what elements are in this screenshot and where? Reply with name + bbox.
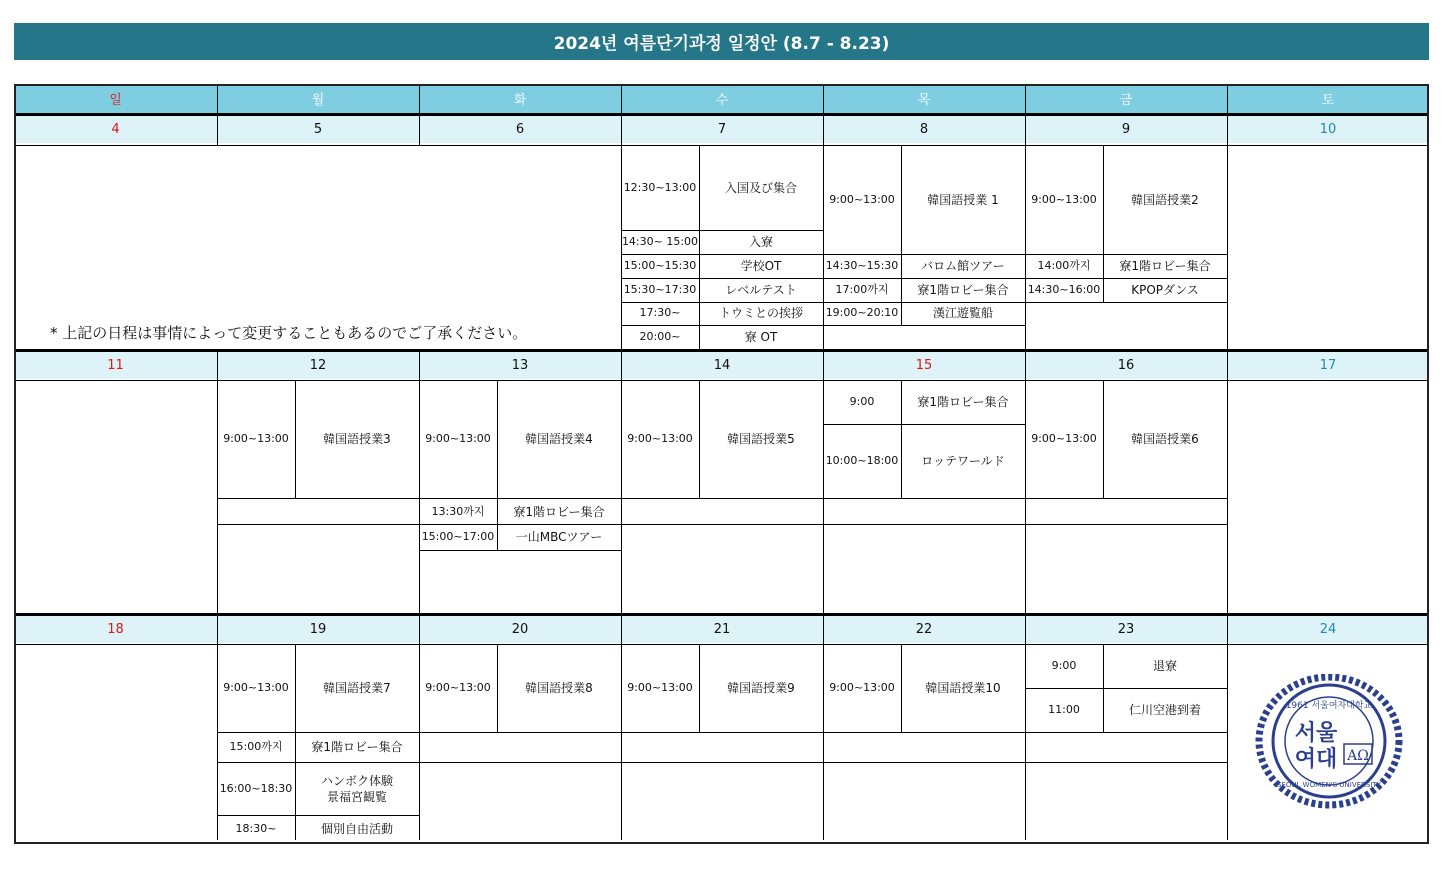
date-cell: 15 — [823, 351, 1025, 379]
event-time: 9:00~13:00 — [425, 681, 491, 695]
event-time: 9:00~13:00 — [223, 432, 289, 446]
event-time: 19:00~20:10 — [825, 306, 899, 320]
page-title: 2024년 여름단기과정 일정안 (8.7 - 8.23) — [14, 23, 1429, 60]
event-time: 14:00까지 — [1037, 259, 1091, 273]
seal-ring-text-en: SEOUL WOMEN'S UNIVERSITY — [1277, 781, 1381, 789]
calendar-border — [14, 84, 1429, 844]
event-time: 15:00~15:30 — [623, 259, 697, 273]
seal-symbol: ΑΩ — [1347, 748, 1369, 764]
event-name: 仁川空港到着 — [1128, 703, 1201, 718]
event-time: 11:00 — [1048, 703, 1080, 717]
weekday-wed: 수 — [621, 84, 823, 113]
event-name: 韓国語授業3 — [323, 432, 391, 447]
event-name: 寮1階ロビー集合 — [917, 283, 1009, 298]
date-cell: 4 — [14, 115, 217, 143]
schedule-note: * 上記の日程は事情によって変更することもあるのでご了承ください。 — [50, 324, 528, 342]
date-cell: 24 — [1227, 615, 1429, 643]
event-time: 9:00 — [1051, 659, 1077, 673]
event-name: 韓国語授業4 — [525, 432, 593, 447]
event-time: 9:00~13:00 — [627, 681, 693, 695]
date-cell: 21 — [621, 615, 823, 643]
event-time: 14:30~15:30 — [825, 259, 899, 273]
event-name: 入国及び集合 — [724, 180, 797, 195]
event-time: 17:00까지 — [835, 283, 889, 297]
event-time: 9:00~13:00 — [627, 432, 693, 446]
date-cell: 22 — [823, 615, 1025, 643]
event-time: 15:00~17:00 — [421, 530, 495, 544]
seal-name-line1: 서울 — [1294, 721, 1338, 746]
date-cell: 6 — [419, 115, 621, 143]
date-cell: 20 — [419, 615, 621, 643]
weekday-mon: 월 — [217, 84, 419, 113]
event-name: 韓国語授業2 — [1131, 192, 1199, 207]
event-name: 韓国語授業10 — [925, 681, 1001, 696]
event-line: 景福宮観覧 — [326, 790, 387, 804]
event-name: 退寮 — [1152, 659, 1177, 674]
event-time: 15:30~17:30 — [623, 283, 697, 297]
event-time: 14:30~ 15:00 — [621, 235, 699, 249]
event-name: レベルテスト — [725, 283, 797, 298]
event-time: 9:00~13:00 — [1031, 192, 1097, 206]
date-cell: 10 — [1227, 115, 1429, 143]
date-cell: 23 — [1025, 615, 1227, 643]
event-name: トウミとの挨拶 — [718, 306, 803, 321]
event-time: 9:00~13:00 — [425, 432, 491, 446]
event-name: 韓国語授業 1 — [927, 192, 999, 207]
date-cell: 8 — [823, 115, 1025, 143]
event-time: 9:00 — [849, 395, 875, 409]
event-name: 韓国語授業8 — [525, 681, 593, 696]
event-name: 寮1階ロビー集合 — [1119, 259, 1211, 274]
event-time: 13:30까지 — [431, 504, 485, 518]
calendar — [14, 84, 1429, 844]
event-name: バロム館ツアー — [921, 259, 1005, 274]
event-name: 個別自由活動 — [320, 821, 393, 836]
university-seal-logo — [1254, 674, 1404, 809]
event-line: ハンボク体験 — [320, 773, 393, 788]
event-name: 寮 OT — [744, 330, 778, 345]
date-cell: 11 — [14, 351, 217, 379]
event-name: 一山MBCツアー — [515, 530, 603, 545]
event-time: 20:00~ — [639, 330, 681, 344]
event-name: 入寮 — [748, 235, 773, 250]
event-time: 14:30~16:00 — [1027, 283, 1101, 297]
date-cell: 16 — [1025, 351, 1227, 379]
event-time: 10:00~18:00 — [825, 454, 899, 468]
event-name: 韓国語授業7 — [323, 681, 391, 696]
weekday-sat: 토 — [1227, 84, 1429, 113]
event-time: 18:30~ — [235, 821, 277, 835]
weekday-thu: 목 — [823, 84, 1025, 113]
event-time: 16:00~18:30 — [219, 781, 293, 795]
date-cell: 17 — [1227, 351, 1429, 379]
event-name: 寮1階ロビー集合 — [917, 395, 1009, 410]
event-time: 9:00~13:00 — [1031, 432, 1097, 446]
event-time: 12:30~13:00 — [623, 180, 697, 194]
date-cell: 14 — [621, 351, 823, 379]
event-name: ロッテワールド — [921, 454, 1005, 469]
event-name: 寮1階ロビー集合 — [311, 740, 403, 755]
event-name: 漢江遊覧船 — [932, 306, 993, 321]
event-name: 学校OT — [740, 259, 782, 274]
event-time: 9:00~13:00 — [223, 681, 289, 695]
event-name: 韓国語授業5 — [727, 432, 795, 447]
date-cell: 12 — [217, 351, 419, 379]
seal-ring-text: 1961 서울여자대학교 — [1285, 701, 1373, 711]
event-name: 韓国語授業9 — [727, 681, 795, 696]
weekday-fri: 금 — [1025, 84, 1227, 113]
event-time: 9:00~13:00 — [829, 681, 895, 695]
event-time: 17:30~ — [639, 306, 681, 320]
date-cell: 7 — [621, 115, 823, 143]
date-cell: 5 — [217, 115, 419, 143]
date-cell: 13 — [419, 351, 621, 379]
event-name: 寮1階ロビー集合 — [513, 504, 605, 519]
event-name: KPOPダンス — [1131, 283, 1199, 298]
date-cell: 9 — [1025, 115, 1227, 143]
event-name: 韓国語授業6 — [1131, 432, 1199, 447]
event-time: 9:00~13:00 — [829, 192, 895, 206]
date-cell: 19 — [217, 615, 419, 643]
weekday-sun: 일 — [14, 84, 217, 113]
weekday-tue: 화 — [419, 84, 621, 113]
date-cell: 18 — [14, 615, 217, 643]
seal-name-line2: 여대 — [1294, 747, 1338, 772]
event-time: 15:00까지 — [229, 740, 283, 754]
